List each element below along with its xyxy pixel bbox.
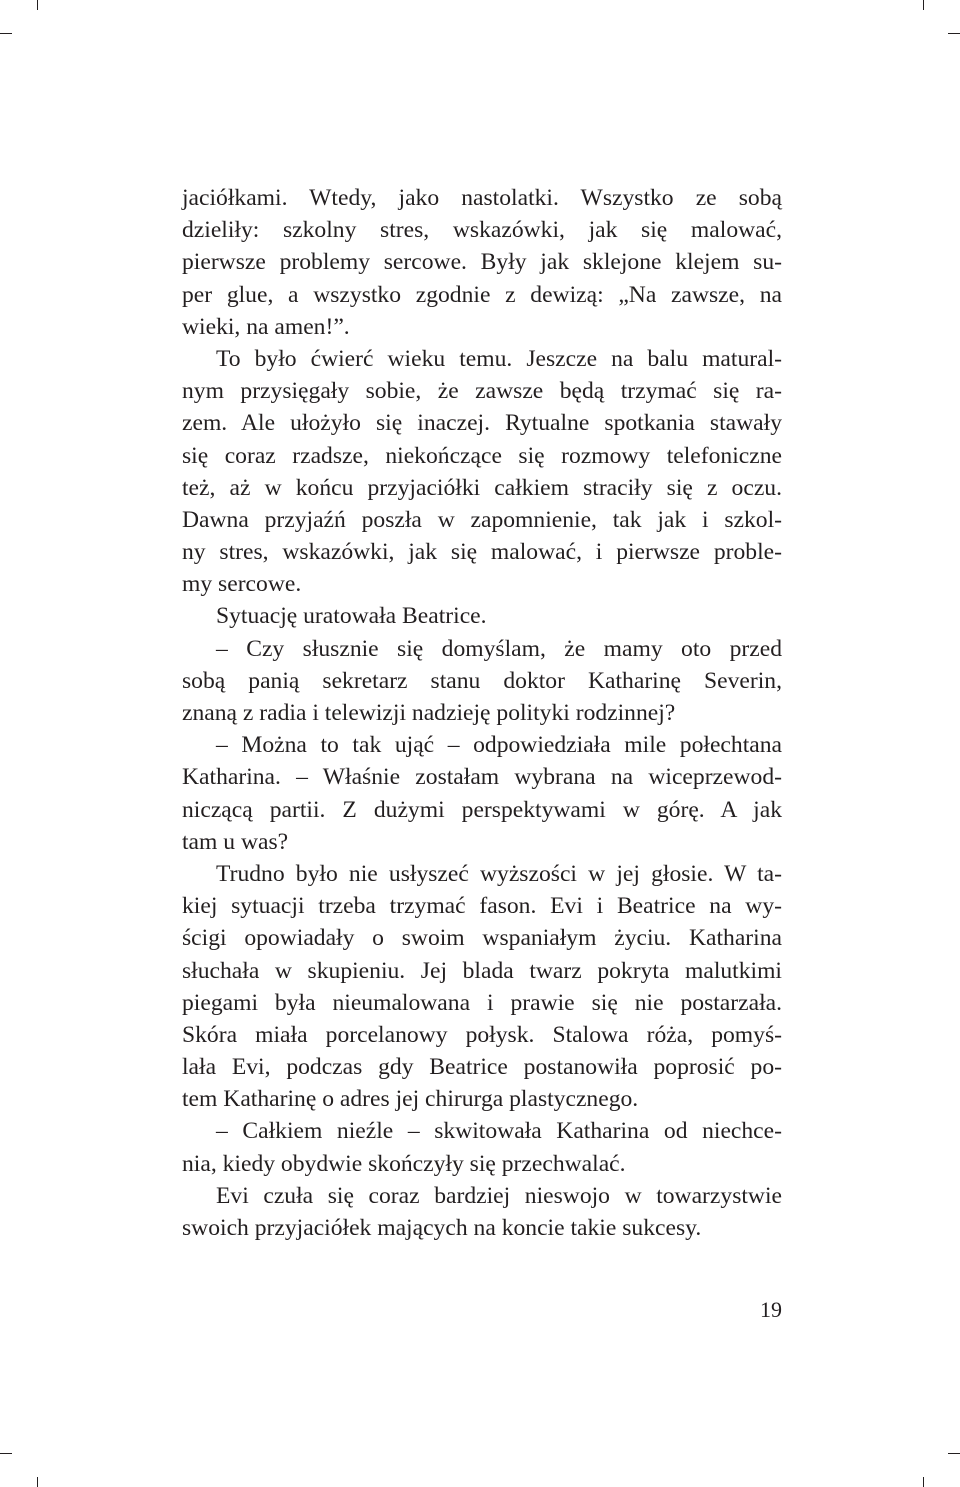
text-line-11: Dawna przyjaźń poszła w zapomnienie, tak jak i szkol- xyxy=(182,506,782,533)
text-line-26: piegami była nieumalowana i prawie się nie postarzała. xyxy=(182,989,782,1016)
text-line-2: dzieliły: szkolny stres, wskazówki, jak się malować, xyxy=(182,217,782,244)
crop-mark-top-right xyxy=(923,0,924,10)
text-line-22: Trudno było nie usłyszeć wyższości w jej głosie. W ta- xyxy=(216,860,782,887)
crop-mark-bottom-right xyxy=(923,1477,924,1487)
text-line-3: pierwsze problemy sercowe. Były jak sklejone klejem su- xyxy=(182,249,782,276)
text-line-18: – Można to tak ująć – odpowiedziała mile połechtana xyxy=(216,732,782,759)
text-line-23: kiej sytuacji trzeba trzymać fason. Evi i Beatrice na wy- xyxy=(182,893,782,920)
text-line-13: my sercowe. xyxy=(182,571,302,598)
text-line-1: jaciółkami. Wtedy, jako nastolatki. Wszystko ze sobą xyxy=(182,185,782,211)
text-line-12: ny stres, wskazówki, jak się malować, i pierwsze proble- xyxy=(182,539,782,566)
text-line-20: niczącą partii. Z dużymi perspektywami w górę. A jak xyxy=(182,796,782,823)
text-line-32: Evi czuła się coraz bardziej nieswojo w towarzystwie xyxy=(216,1182,782,1209)
text-line-33: swoich przyjaciółek mających na koncie takie sukcesy. xyxy=(182,1215,702,1241)
text-line-4: per glue, a wszystko zgodnie z dewizą: „Na zawsze, na xyxy=(182,281,782,308)
crop-mark-right-bottom xyxy=(948,1453,960,1454)
text-line-17: znaną z radia i telewizji nadzieję polityki rodzinnej? xyxy=(182,700,676,726)
text-line-6: To było ćwierć wieku temu. Jeszcze na balu matural- xyxy=(216,345,782,372)
text-line-8: zem. Ale ułożyło się inaczej. Rytualne spotkania stawały xyxy=(182,410,782,437)
text-line-27: Skóra miała porcelanowy połysk. Stalowa róża, pomyś- xyxy=(182,1021,782,1048)
text-line-25: słuchała w skupieniu. Jej blada twarz pokryta malutkimi xyxy=(182,957,782,984)
text-line-10: też, aż w końcu przyjaciółki całkiem straciły się z oczu. xyxy=(182,474,782,501)
crop-mark-top-left xyxy=(37,0,38,10)
text-line-28: lała Evi, podczas gdy Beatrice postanowiła poprosić po- xyxy=(182,1054,782,1081)
text-line-24: ścigi opowiadały o swoim wspaniałym życiu. Katharina xyxy=(182,925,782,952)
text-line-9: się coraz rzadsze, niekończące się rozmowy telefoniczne xyxy=(182,442,782,469)
page-body-text xyxy=(182,182,782,1244)
text-line-29: tem Katharinę o adres jej chirurga plastycznego. xyxy=(182,1086,639,1113)
text-line-15: – Czy słusznie się domyślam, że mamy oto przed xyxy=(216,635,782,662)
crop-mark-right-top xyxy=(948,33,960,34)
text-line-31: nia, kiedy obydwie skończyły się przechwalać. xyxy=(182,1150,626,1177)
text-line-7: nym przysięgały sobie, że zawsze będą trzymać się ra- xyxy=(182,378,782,405)
text-line-21: tam u was? xyxy=(182,828,289,855)
text-line-14: Sytuację uratowała Beatrice. xyxy=(216,603,487,630)
crop-mark-left-bottom xyxy=(0,1453,12,1454)
crop-mark-bottom-left xyxy=(37,1477,38,1487)
page-number: 19 xyxy=(760,1297,782,1322)
text-line-19: Katharina. – Właśnie zostałam wybrana na wiceprzewod- xyxy=(182,764,782,791)
text-line-16: sobą panią sekretarz stanu doktor Katharinę Severin, xyxy=(182,667,782,694)
text-line-30: – Całkiem nieźle – skwitowała Katharina od niechce- xyxy=(216,1118,782,1145)
crop-mark-left-top xyxy=(0,33,12,34)
text-line-5: wieki, na amen!”. xyxy=(182,313,350,340)
